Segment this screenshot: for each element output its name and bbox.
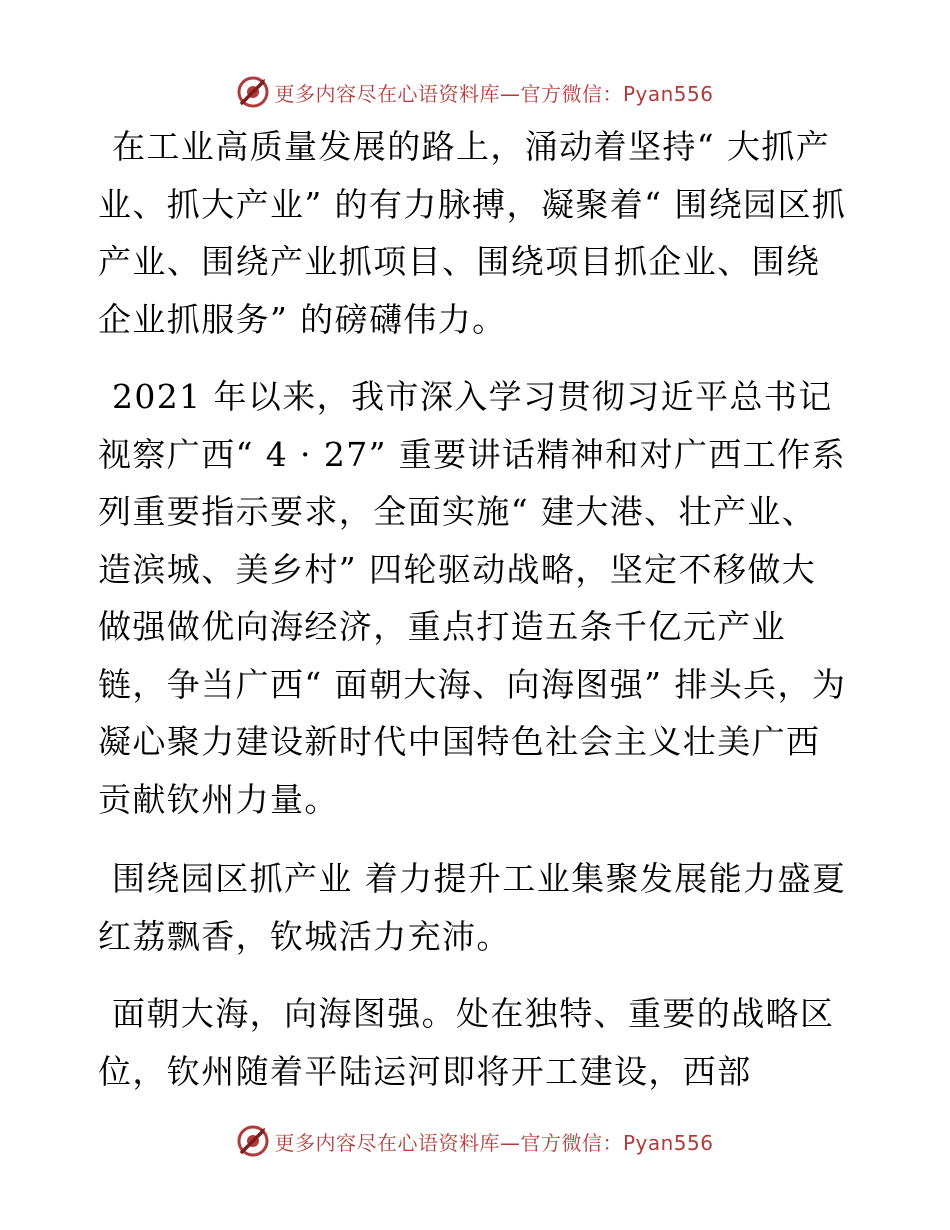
brand-logo-icon [236,1124,270,1158]
watermark-text: 更多内容尽在心语资料库—官方微信：Pyan556 [274,1130,714,1155]
document-body [98,118,850,1100]
watermark-text: 更多内容尽在心语资料库—官方微信：Pyan556 [274,81,714,106]
paragraph: 2021 年以来，我市深入学习贯彻习近平总书记视察广西“ 4 · 27” 重要讲话精神和对广西工作系列重要指示要求，全面实施“ 建大港、壮产业、造滨城、美乡村” 四轮驱动战略，坚定不移做大做强做优向海经济，重点打造五条千亿元产业链，争当广西“ 面朝大海、向海图强” 排头兵，为凝心聚力建设新时代中国特色社会主义壮美广西贡献钦州力量。 [98,377,847,819]
header-watermark [0,72,950,112]
paragraph: 在工业高质量发展的路上，涌动着坚持“ 大抓产业、抓大产业” 的有力脉搏，凝聚着“ 围绕园区抓产业、围绕产业抓项目、围绕项目抓企业、围绕企业抓服务” 的磅礴伟力。 [98,127,847,339]
footer-watermark [0,1121,950,1161]
paragraph: 围绕园区抓产业 着力提升工业集聚发展能力盛夏红荔飘香，钦城活力充沛。 [98,859,847,956]
paragraph: 面朝大海，向海图强。处在独特、重要的战略区位，钦州随着平陆运河即将开工建设，西部 [98,994,835,1091]
brand-logo-icon [236,75,270,109]
